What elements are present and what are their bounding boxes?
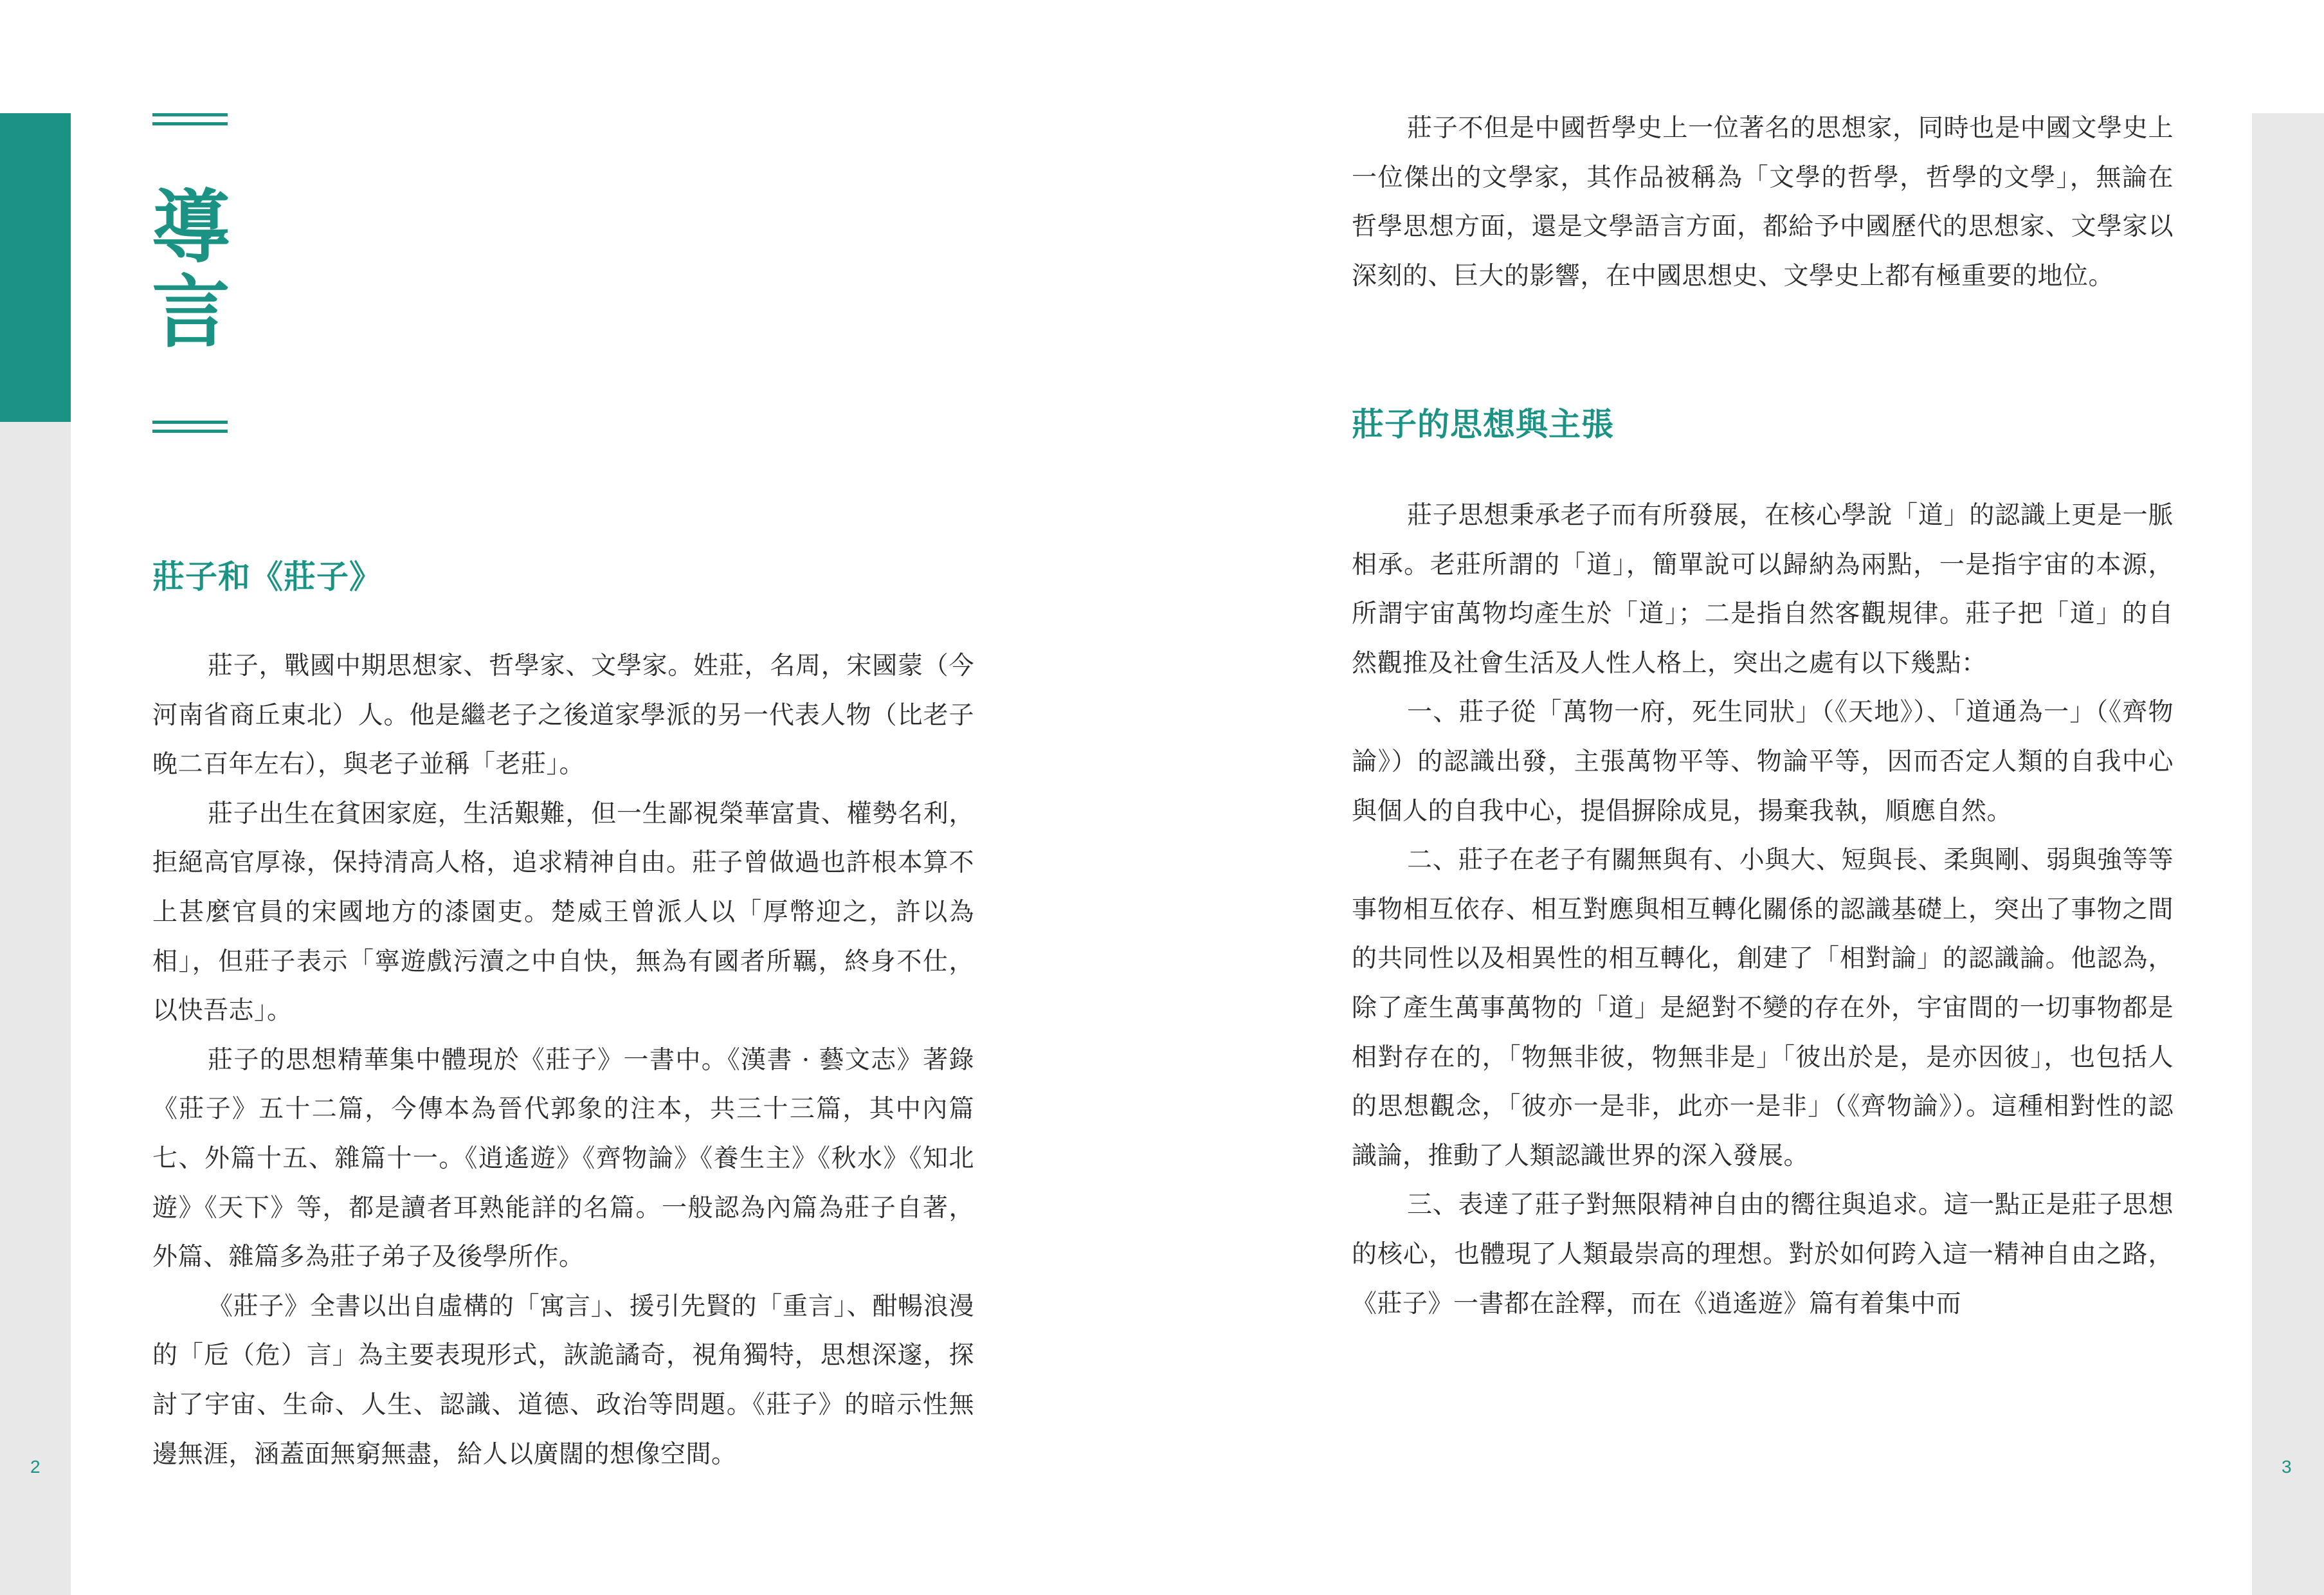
paragraph: 莊子出生在貧困家庭，生活艱難，但一生鄙視榮華富貴、權勢名利，拒絕高官厚祿，保持清高人格，追求精神自由。莊子曾做過也許根本算不上甚麼官員的宋國地方的漆園吏。楚威王曾派人以「厚幣迎之，許以為相」，但莊子表示「寧遊戲污瀆之中自快，無為有國者所羈，終身不仕，以快吾志」。	[152, 799, 974, 1026]
paragraph: 《莊子》全書以出自虛構的「寓言」、援引先賢的「重言」、酣暢浪漫的「卮（危）言」為主要表現形式，詼詭譎奇，視角獨特，思想深邃，探討了宇宙、生命、人生、認識、道德、政治等問題。《莊子》的暗示性無邊無涯，涵蓋面無窮無盡，給人以廣闊的想像空間。	[152, 1291, 974, 1469]
paragraph: 莊子，戰國中期思想家、哲學家、文學家。姓莊，名周，宋國蒙（今河南省商丘東北）人。他是繼老子之後道家學派的另一代表人物（比老子晚二百年左右），與老子並稱「老莊」。	[152, 652, 974, 779]
title-rule-bottom	[152, 421, 228, 439]
paragraph: 莊子的思想精華集中體現於《莊子》一書中。《漢書 · 藝文志》著錄《莊子》五十二篇，今傳本為晉代郭象的注本，共三十三篇，其中內篇七、外篇十五、雜篇十一。《逍遙遊》《齊物論》《養生主》《秋水》《知北遊》《天下》等，都是讀者耳熟能詳的名篇。一般認為內篇為莊子自著，外篇、雜篇多為莊子弟子及後學所作。	[152, 1045, 974, 1272]
paragraph: 一、莊子從「萬物一府，死生同狀」（《天地》）、「道通為一」（《齊物論》）的認識出發，主張萬物平等、物論平等，因而否定人類的自我中心與個人的自我中心，提倡摒除成見，揚棄我執，順應自然。	[1352, 698, 2174, 826]
paragraph: 三、表達了莊子對無限精神自由的嚮往與追求。這一點正是莊子思想的核心，也體現了人類最崇高的理想。對於如何跨入這一精神自由之路，《莊子》一書都在詮釋，而在《逍遙遊》篇有着集中而	[1352, 1190, 2174, 1318]
paragraph: 莊子不但是中國哲學史上一位著名的思想家，同時也是中國文學史上一位傑出的文學家，其作品被稱為「文學的哲學，哲學的文學」，無論在哲學思想方面，還是文學語言方面，都給予中國歷代的思想家、文學家以深刻的、巨大的影響，在中國思想史、文學史上都有極重要的地位。	[1352, 114, 2174, 291]
right-body-text	[1352, 491, 2174, 1329]
right-intro-text	[1352, 104, 2174, 301]
section-heading-thought: 莊子的思想與主張	[1352, 405, 1614, 443]
section-heading-zhuangzi: 莊子和《莊子》	[152, 558, 382, 596]
right-margin-strip	[2252, 113, 2324, 1595]
page-number-right: 3	[2282, 1457, 2292, 1477]
paragraph: 莊子思想秉承老子而有所發展，在核心學說「道」的認識上更是一脈相承。老莊所謂的「道」，簡單說可以歸納為兩點，一是指宇宙的本源，所謂宇宙萬物均產生於「道」；二是指自然客觀規律。莊子把「道」的自然觀推及社會生活及人性人格上，突出之處有以下幾點：	[1352, 501, 2174, 678]
page-number-left: 2	[30, 1457, 41, 1477]
chapter-title-char-1: 導	[152, 181, 230, 273]
chapter-title-char-2: 言	[152, 266, 230, 358]
title-rule-top	[152, 113, 228, 131]
chapter-tab-marker	[0, 113, 71, 422]
left-body-text	[152, 642, 974, 1479]
paragraph: 二、莊子在老子有關無與有、小與大、短與長、柔與剛、弱與強等等事物相互依存、相互對應與相互轉化關係的認識基礎上，突出了事物之間的共同性以及相異性的相互轉化，創建了「相對論」的認識論。他認為，除了產生萬事萬物的「道」是絕對不變的存在外，宇宙間的一切事物都是相對存在的，「物無非彼，物無非是」「彼出於是，是亦因彼」，也包括人的思想觀念，「彼亦一是非，此亦一是非」（《齊物論》）。這種相對性的認識論，推動了人類認識世界的深入發展。	[1352, 846, 2174, 1171]
